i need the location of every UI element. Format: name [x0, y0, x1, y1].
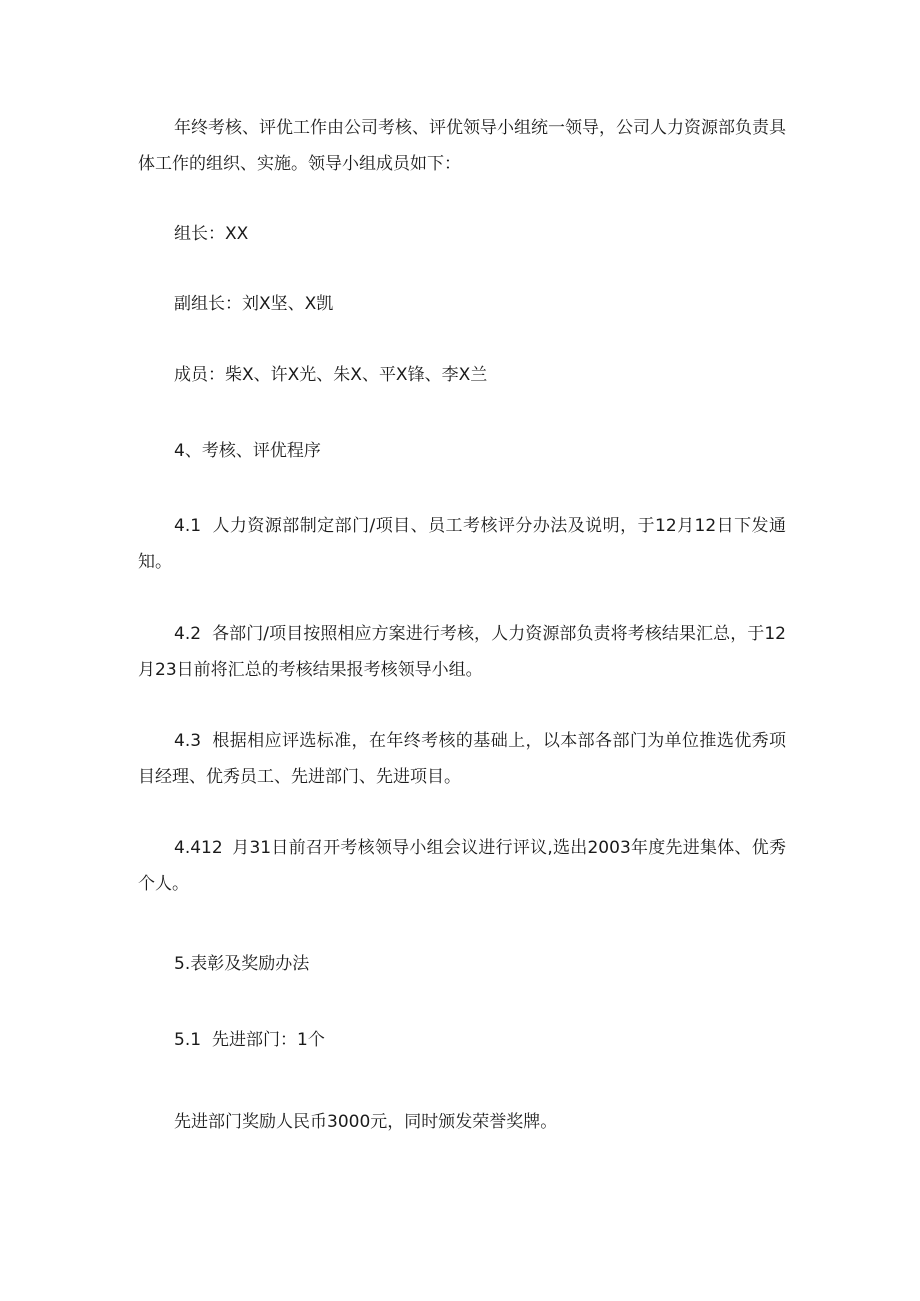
item-4-1	[138, 508, 786, 580]
item-4-1-text: 人力资源部制定部门/项目、员工考核评分办法及说明，于12月12日下发通知。	[138, 516, 786, 572]
item-4-4	[138, 830, 786, 902]
section-5-heading: 5.表彰及奖励办法	[174, 954, 310, 974]
intro-paragraph: 年终考核、评优工作由公司考核、评优领导小组统一领导，公司人力资源部负责具体工作的组织、实施。领导小组成员如下：	[138, 118, 786, 174]
item-4-3-text: 根据相应评选标准，在年终考核的基础上，以本部各部门为单位推选优秀项目经理、优秀员工、先进部门、先进项目。	[138, 731, 786, 787]
item-4-2	[138, 616, 786, 688]
item-5-1-number: 5.1	[174, 1030, 202, 1050]
item-4-4-number: 4.412	[174, 838, 223, 858]
members-line: 成员：柴X、许X光、朱X、平X锋、李X兰	[174, 365, 488, 385]
section-4-heading: 4、考核、评优程序	[174, 441, 321, 461]
item-4-2-number: 4.2	[174, 624, 202, 644]
item-4-2-text: 各部门/项目按照相应方案进行考核，人力资源部负责将考核结果汇总，于12月23日前将汇总的考核结果报考核领导小组。	[138, 624, 786, 680]
item-5-1	[138, 1022, 786, 1058]
deputy-leader-line: 副组长：刘X坚、X凯	[174, 294, 334, 314]
item-4-4-text: 月31日前召开考核领导小组会议进行评议,选出2003年度先进集体、优秀个人。	[138, 838, 786, 894]
item-4-1-number: 4.1	[174, 516, 202, 536]
item-5-1-text: 先进部门：1个	[212, 1030, 325, 1050]
reward-paragraph: 先进部门奖励人民币3000元，同时颁发荣誉奖牌。	[174, 1112, 558, 1132]
item-4-3-number: 4.3	[174, 731, 202, 751]
item-4-3	[138, 723, 786, 795]
leader-line: 组长：XX	[174, 224, 249, 244]
